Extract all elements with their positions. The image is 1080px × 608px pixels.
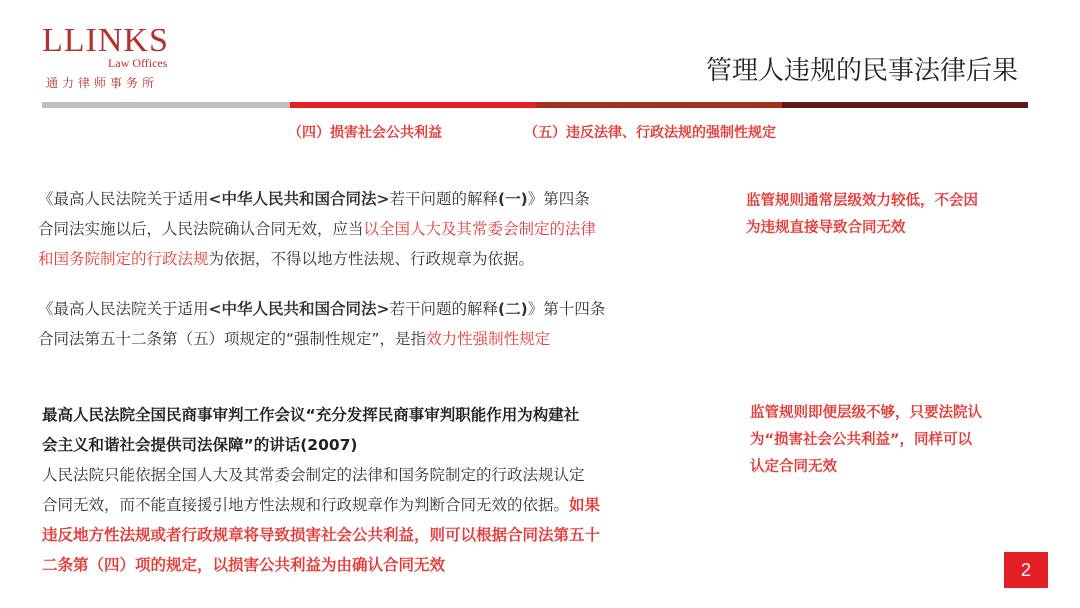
topic-mandatory-provisions: （五）违反法律、行政法规的强制性规定 [524,125,776,141]
text: 》第四条 [527,190,590,208]
block3-line4 [42,490,600,520]
note-regulation-low-effect [746,188,978,242]
text: 为依据，不得以地方性法规、行政规章为依据。 [208,250,535,268]
text: <中华人民共和国合同法> [208,300,390,318]
interpretation-one-block [38,184,596,274]
note1-line1: 监管规则通常层级效力较低，不会因 [746,193,978,209]
logo-chinese-name: 通力律师事务所 [46,76,159,90]
text: 合同法实施以后，人民法院确认合同无效，应当 [38,220,364,238]
text: 《最高人民法院关于适用 [38,300,209,318]
topic-public-interest: （四）损害社会公共利益 [288,125,442,141]
block2-line2 [38,324,605,354]
page-number-badge: 2 [1004,552,1048,588]
block3-line3: 人民法院只能依据全国人大及其常委会制定的法律和国务院制定的行政法规认定 [42,466,585,484]
header-divider-gray [42,102,290,108]
llinks-logo [42,22,172,92]
text: 若干问题的解释 [389,300,499,318]
text: (一) [498,190,528,208]
text: 合同无效，而不能直接援引地方性法规和行政规章作为判断合同无效的依据。 [42,496,570,514]
logo-subtitle: Law Offices [108,56,168,70]
text: 若干问题的解释 [389,190,499,208]
block3-line5: 违反地方性法规或者行政规章将导致损害社会公共利益，则可以根据合同法第五十 [42,526,601,544]
highlight-text: 和国务院制定的行政法规 [38,250,209,268]
header-divider-dark-red [536,102,782,108]
text: 合同法第五十二条第（五）项规定的“强制性规定”，是指 [38,330,427,348]
header-divider-red [290,102,536,108]
logo-mark: LLINKS [42,22,169,59]
block3-line1: 最高人民法院全国民商事审判工作会议“充分发挥民商事审判职能作用为构建社 [42,406,580,424]
block3-line6: 二条第（四）项的规定，以损害公共利益为由确认合同无效 [42,556,446,574]
note2-line2: 为“损害社会公共利益”，同样可以 [750,432,973,448]
page-title: 管理人违规的民事法律后果 [705,56,1018,86]
conference-speech-block [42,400,600,580]
block3-line2 [42,430,600,460]
interpretation-two-block [38,294,605,354]
block2-line1 [38,294,605,324]
text: <中华人民共和国合同法> [208,190,390,208]
text: 《最高人民法院关于适用 [38,190,209,208]
text: (二) [498,300,528,318]
text: 》第十四条 [527,300,606,318]
highlight-text: 如果 [569,496,601,514]
note2-line3: 认定合同无效 [750,459,837,475]
block1-line2 [38,214,596,244]
note2-line1: 监管规则即便层级不够，只要法院认 [750,405,982,421]
highlight-text: 效力性强制性规定 [426,330,551,348]
text: (2007) [300,436,358,454]
block1-line3 [38,244,596,274]
note1-line2: 为违规直接导致合同无效 [746,220,906,236]
text: 会主义和谐社会提供司法保障”的讲话 [42,436,301,454]
note-public-interest-invalid [750,400,982,481]
header-divider-maroon [782,102,1028,108]
highlight-text: 以全国人大及其常委会制定的法律 [363,220,597,238]
block1-line1 [38,184,596,214]
